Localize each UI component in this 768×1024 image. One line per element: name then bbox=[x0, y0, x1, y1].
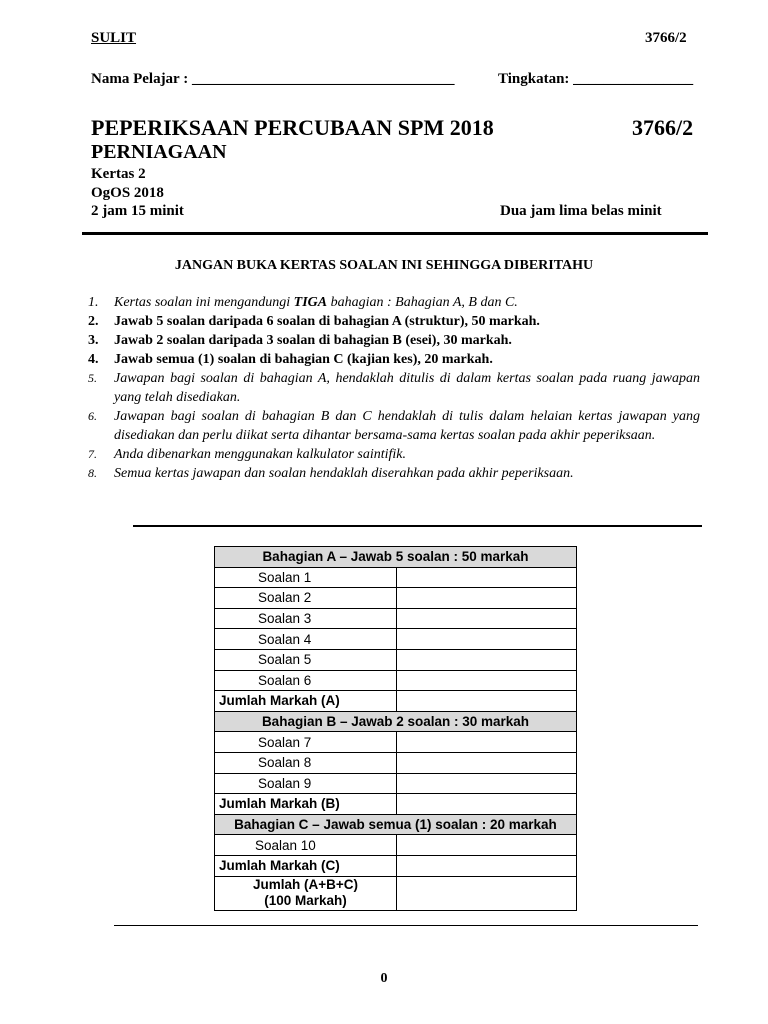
question-label: Soalan 4 bbox=[215, 629, 397, 650]
table-row bbox=[215, 670, 577, 691]
mark-cell[interactable] bbox=[397, 567, 577, 588]
question-label: Soalan 8 bbox=[215, 752, 397, 773]
mark-cell[interactable] bbox=[397, 608, 577, 629]
instruction-text: Jawapan bagi soalan di bahagian A, hendaklah ditulis di dalam kertas soalan pada ruang jawapan yang telah disediakan. bbox=[114, 371, 700, 405]
instructions-list bbox=[82, 293, 700, 483]
table-row bbox=[215, 588, 577, 609]
instruction-number: 7. bbox=[88, 447, 97, 461]
table-row bbox=[215, 794, 577, 815]
section-c-header: Bahagian C – Jawab semua (1) soalan : 20 markah bbox=[215, 814, 577, 835]
exam-duration: 2 jam 15 minit bbox=[91, 203, 184, 219]
table-row bbox=[215, 773, 577, 794]
table-row bbox=[215, 649, 577, 670]
paper-number: Kertas 2 bbox=[91, 166, 146, 182]
question-label: Soalan 10 bbox=[215, 835, 397, 856]
instruction-text-end: bahagian : Bahagian A, B dan C. bbox=[327, 295, 518, 310]
instruction-text: Anda dibenarkan menggunakan kalkulator saintifik. bbox=[114, 447, 407, 462]
instruction-text: Semua kertas jawapan dan soalan hendaklah diserahkan pada akhir peperiksaan. bbox=[114, 466, 574, 481]
section-b-total-label: Jumlah Markah (B) bbox=[215, 794, 397, 815]
student-name-field: Nama Pelajar : ___________________________________ bbox=[91, 71, 455, 87]
instruction-item bbox=[82, 293, 700, 312]
instruction-text: Jawab 2 soalan daripada 3 soalan di bahagian B (esei), 30 markah. bbox=[114, 333, 512, 348]
form-level-field: Tingkatan: ________________ bbox=[498, 71, 694, 87]
warning-text: JANGAN BUKA KERTAS SOALAN INI SEHINGGA DIBERITAHU bbox=[174, 258, 594, 273]
classification-label: SULIT bbox=[91, 30, 137, 46]
instruction-text: Jawab semua (1) soalan di bahagian C (kajian kes), 20 markah. bbox=[114, 352, 493, 367]
instruction-text: Jawab 5 soalan daripada 6 soalan di bahagian A (struktur), 50 markah. bbox=[114, 314, 540, 329]
instruction-number: 8. bbox=[88, 466, 97, 480]
mark-cell[interactable] bbox=[397, 876, 577, 910]
table-row bbox=[215, 711, 577, 732]
mark-cell[interactable] bbox=[397, 629, 577, 650]
mark-cell[interactable] bbox=[397, 773, 577, 794]
instruction-text: Jawapan bagi soalan di bahagian B dan C hendaklah di tulis dalam helaian kertas jawapan yang disediakan dan perlu diikat serta dihantar bersama-sama kertas soalan pada akhir peperiksaan. bbox=[114, 409, 700, 443]
mark-cell[interactable] bbox=[397, 752, 577, 773]
question-label: Soalan 7 bbox=[215, 732, 397, 753]
table-row bbox=[215, 876, 577, 910]
table-row bbox=[215, 835, 577, 856]
grand-total-line2: (100 Markah) bbox=[264, 893, 347, 908]
exam-date: OgOS 2018 bbox=[91, 185, 164, 201]
footer-divider bbox=[114, 925, 698, 926]
instruction-text: Kertas soalan ini mengandungi bbox=[114, 295, 294, 310]
table-row bbox=[215, 752, 577, 773]
question-label: Soalan 5 bbox=[215, 649, 397, 670]
question-label: Soalan 3 bbox=[215, 608, 397, 629]
instructions-divider bbox=[133, 525, 702, 527]
question-label: Soalan 2 bbox=[215, 588, 397, 609]
mark-cell[interactable] bbox=[397, 691, 577, 712]
question-label: Soalan 9 bbox=[215, 773, 397, 794]
grand-total-line1: Jumlah (A+B+C) bbox=[252, 877, 359, 892]
instruction-item bbox=[82, 331, 700, 350]
question-label: Soalan 6 bbox=[215, 670, 397, 691]
mark-cell[interactable] bbox=[397, 855, 577, 876]
question-label: Soalan 1 bbox=[215, 567, 397, 588]
subject-title: PERNIAGAAN bbox=[91, 141, 227, 163]
instruction-number: 2. bbox=[88, 314, 99, 329]
page-number: 0 bbox=[380, 971, 388, 986]
instruction-item bbox=[82, 312, 700, 331]
table-row bbox=[215, 608, 577, 629]
instruction-number: 6. bbox=[88, 409, 97, 423]
mark-cell[interactable] bbox=[397, 835, 577, 856]
instruction-item bbox=[82, 350, 700, 369]
exam-title: PEPERIKSAAN PERCUBAAN SPM 2018 bbox=[91, 115, 494, 140]
mark-cell[interactable] bbox=[397, 732, 577, 753]
table-row bbox=[215, 691, 577, 712]
section-a-header: Bahagian A – Jawab 5 soalan : 50 markah bbox=[215, 547, 577, 568]
instruction-bold: TIGA bbox=[293, 295, 328, 310]
instruction-number: 3. bbox=[88, 333, 99, 348]
section-a-total-label: Jumlah Markah (A) bbox=[215, 691, 397, 712]
table-row bbox=[215, 629, 577, 650]
paper-code-top: 3766/2 bbox=[645, 30, 687, 46]
marks-table bbox=[214, 546, 577, 911]
instruction-item bbox=[82, 369, 700, 407]
exam-duration-words: Dua jam lima belas minit bbox=[500, 203, 662, 219]
mark-cell[interactable] bbox=[397, 670, 577, 691]
table-row bbox=[215, 567, 577, 588]
instruction-item bbox=[82, 464, 700, 483]
exam-code: 3766/2 bbox=[632, 115, 694, 140]
instruction-number: 4. bbox=[88, 352, 99, 367]
grand-total-label bbox=[215, 876, 397, 910]
table-row bbox=[215, 814, 577, 835]
mark-cell[interactable] bbox=[397, 649, 577, 670]
table-row bbox=[215, 855, 577, 876]
section-c-total-label: Jumlah Markah (C) bbox=[215, 855, 397, 876]
mark-cell[interactable] bbox=[397, 794, 577, 815]
instruction-number: 1. bbox=[88, 295, 99, 310]
table-row bbox=[215, 547, 577, 568]
mark-cell[interactable] bbox=[397, 588, 577, 609]
section-b-header: Bahagian B – Jawab 2 soalan : 30 markah bbox=[215, 711, 577, 732]
instruction-item bbox=[82, 407, 700, 445]
header-divider bbox=[82, 232, 708, 235]
instruction-number: 5. bbox=[88, 371, 97, 385]
instruction-item bbox=[82, 445, 700, 464]
table-row bbox=[215, 732, 577, 753]
